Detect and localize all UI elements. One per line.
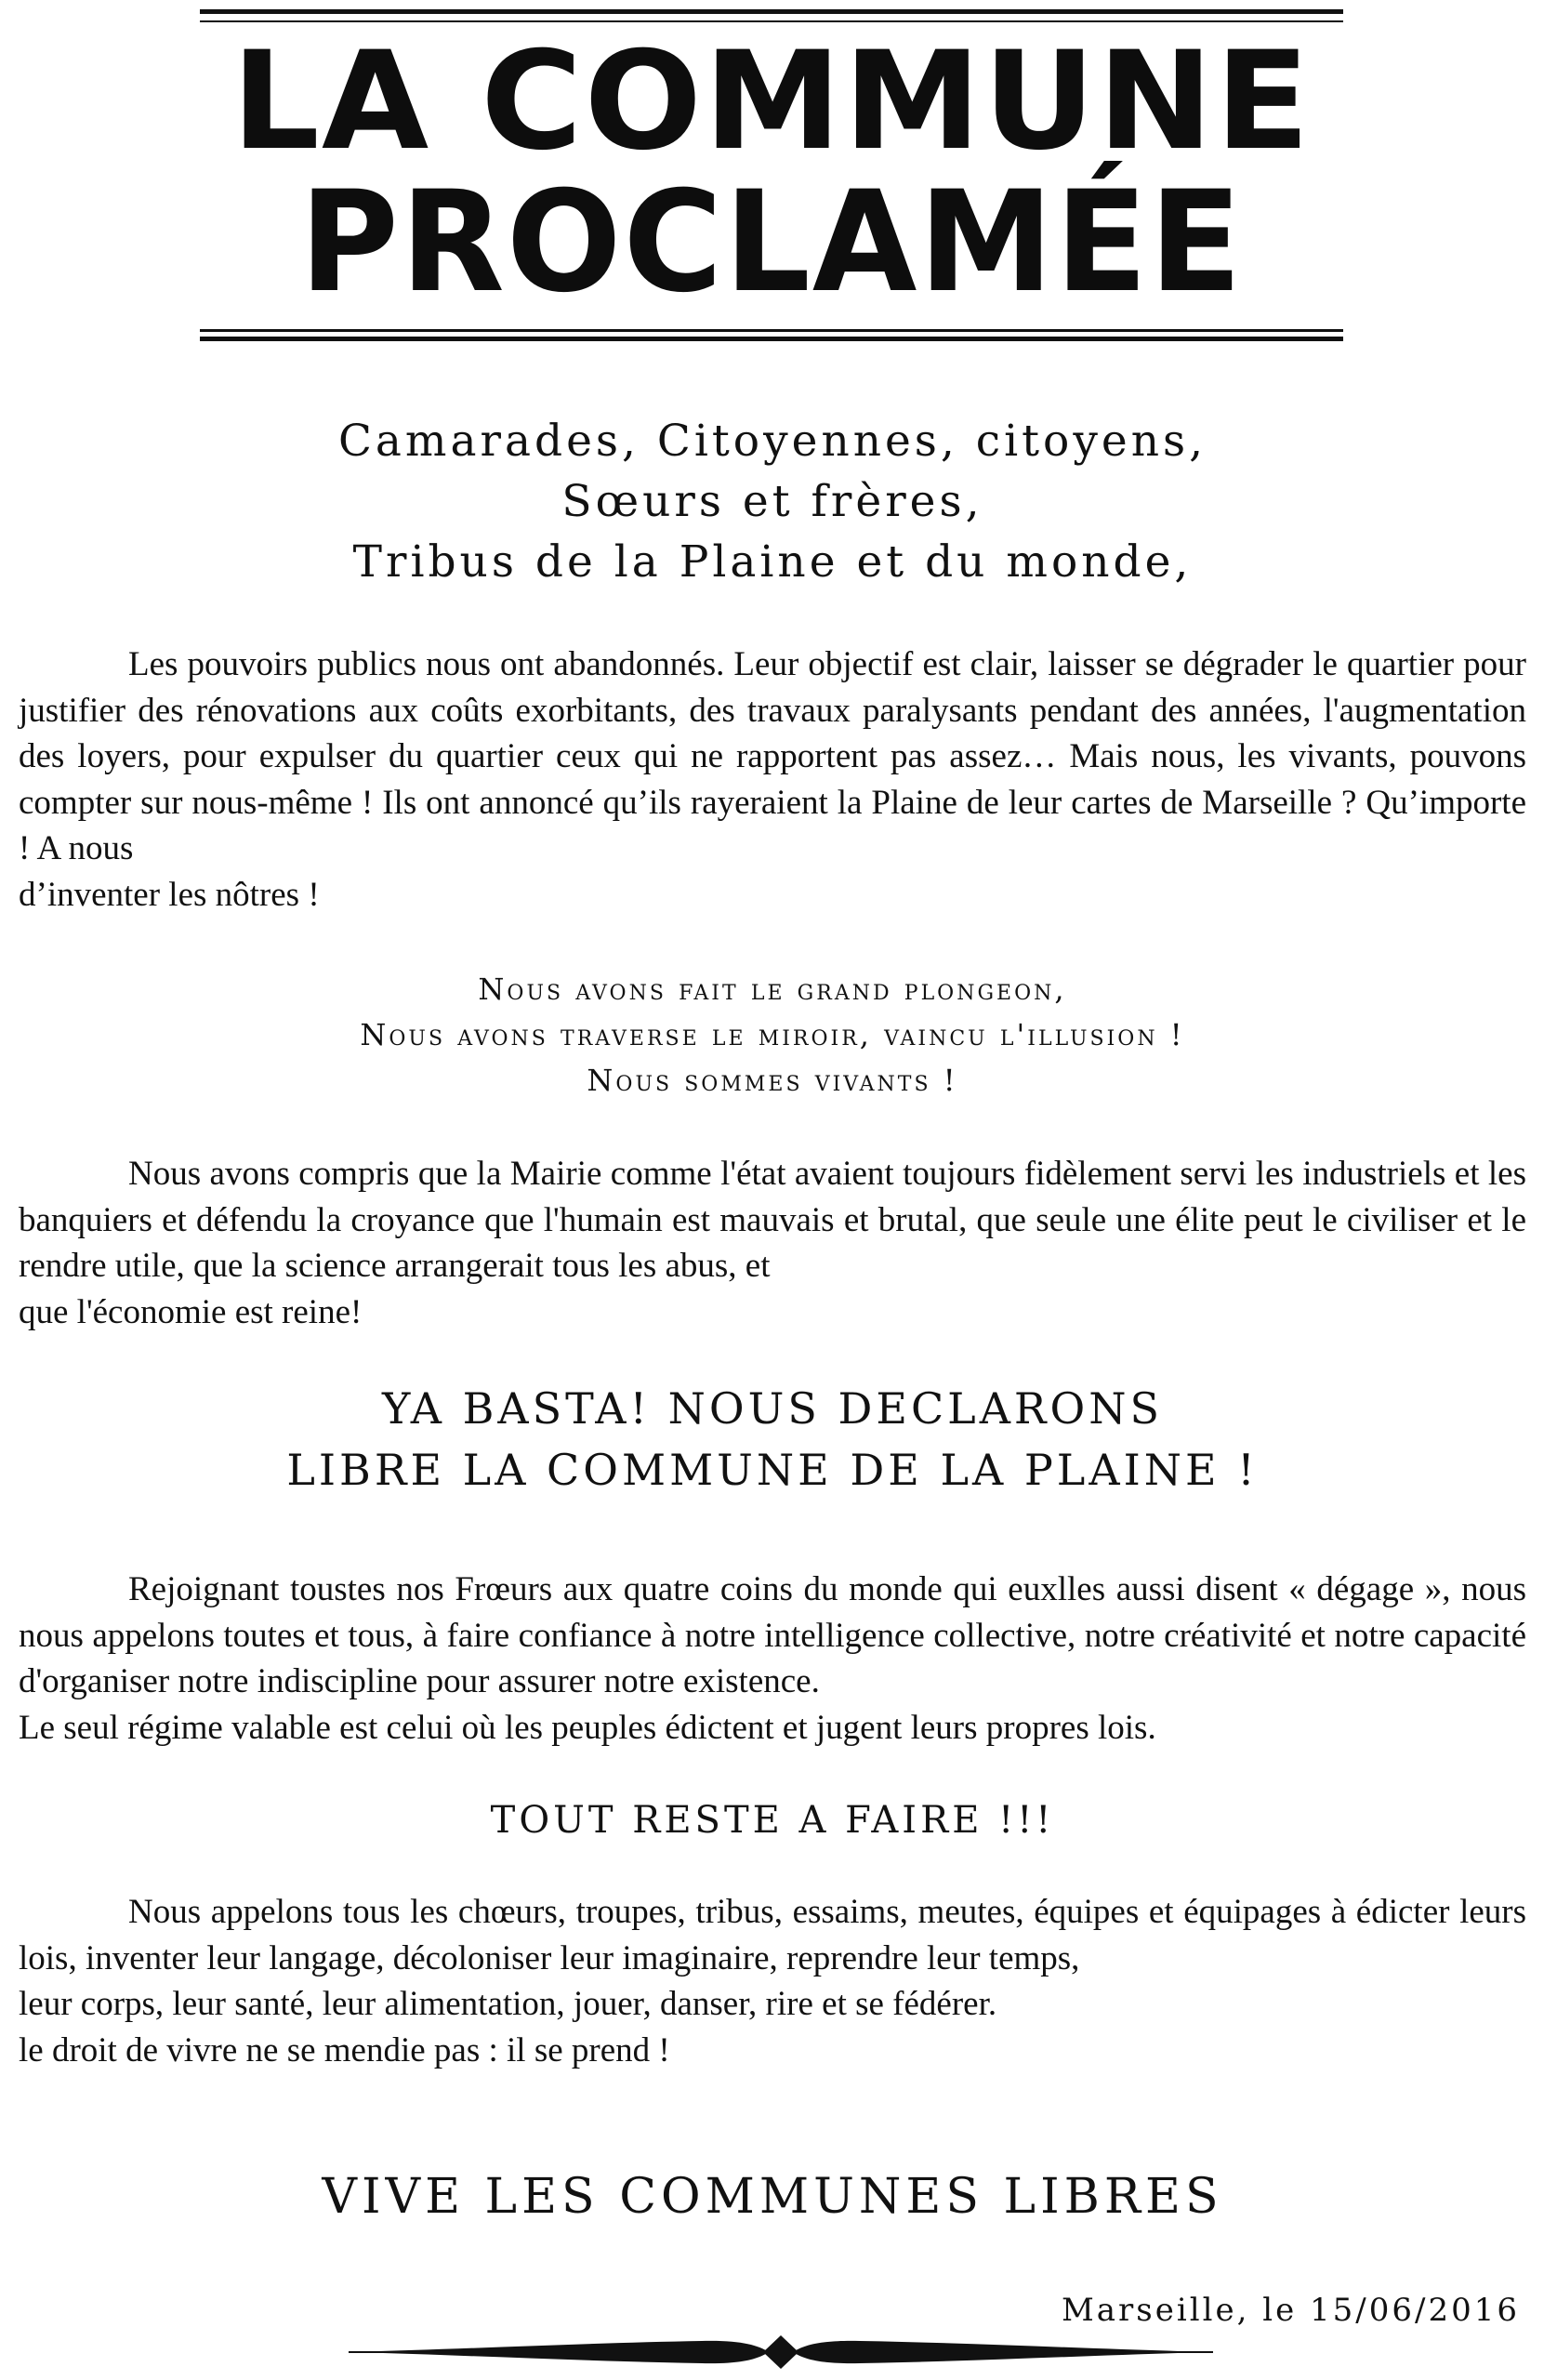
masthead-title-line-1: LA COMMUNE bbox=[231, 22, 1312, 180]
greeting-line: Sœurs et frères, bbox=[561, 476, 983, 527]
motto-line: Nous avons traverse le miroir, vaincu l'illusion ! bbox=[360, 1017, 1185, 1052]
paragraph-text: Les pouvoirs publics nous ont abandonnés. Leur objectif est clair, laisser se dégrader le quartier pour justifier des rénovations aux coûts exorbitants, des travaux paralysants pendant des années, l'augmentation des loyers, pour expulser du quartier ceux qui ne rapportent pas assez… Mais nous, les vivants, pouvons compter sur nous-même ! Ils ont annoncé qu’ils rayeraient la Plaine de leur cartes de Marseille ? Qu’importe ! A nous bbox=[19, 645, 1526, 867]
declaration-headline bbox=[19, 1378, 1526, 1501]
motto-line: Nous sommes vivants ! bbox=[587, 1063, 958, 1098]
motto bbox=[19, 967, 1526, 1104]
paragraph-text: Nous appelons tous les chœurs, troupes, tribus, essaims, meutes, équipes et équipages à édicter leurs lois, inventer leur langage, décoloniser leur imaginaire, reprendre leur temps, bbox=[19, 1893, 1526, 1977]
paragraph-understanding bbox=[19, 1151, 1526, 1335]
paragraph-intro bbox=[19, 641, 1526, 918]
paragraph-appeal bbox=[19, 1889, 1526, 2073]
headline-line: YA BASTA! NOUS DECLARONS bbox=[381, 1383, 1164, 1434]
motto-line: Nous avons fait le grand plongeon, bbox=[478, 972, 1067, 1007]
greeting-line: Camarades, Citoyennes, citoyens, bbox=[337, 416, 1207, 467]
masthead-rule bbox=[200, 329, 1343, 332]
paragraph-text: Rejoignant toustes nos Frœurs aux quatre coins du monde qui euxlles aussi disent « dégage », nous nous appelons toutes et tous, à faire confiance à notre intelligence collective, notre créativité et notre capacité d'organiser notre indiscipline pour assurer notre existence. bbox=[19, 1570, 1526, 1700]
masthead-rule bbox=[200, 337, 1343, 341]
ornament-divider-icon bbox=[349, 2332, 1213, 2373]
paragraph-last-line: que l'économie est reine! bbox=[19, 1292, 363, 1331]
paragraph-line: leur corps, leur santé, leur alimentation, jouer, danser, rire et se fédérer. bbox=[19, 1985, 997, 2023]
headline-line: LIBRE LA COMMUNE DE LA PLAINE ! bbox=[286, 1445, 1259, 1495]
paragraph-call bbox=[19, 1567, 1526, 1751]
paragraph-last-line: Le seul régime valable est celui où les peuples édictent et jugent leurs propres lois. bbox=[19, 1708, 1156, 1747]
everything-remains-headline: TOUT RESTE A FAIRE !!! bbox=[490, 1799, 1055, 1842]
paragraph-line: le droit de vivre ne se mendie pas : il se prend ! bbox=[19, 2030, 670, 2069]
masthead-rule bbox=[200, 9, 1343, 14]
masthead bbox=[200, 9, 1343, 344]
dateline: Marseille, le 15/06/2016 bbox=[1061, 2292, 1520, 2329]
masthead-title-line-2: PROCLAMÉE bbox=[299, 162, 1244, 324]
greeting bbox=[19, 411, 1526, 592]
paragraph-last-line: d’inventer les nôtres ! bbox=[19, 875, 320, 914]
paragraph-text: Nous avons compris que la Mairie comme l'état avaient toujours fidèlement servi les industriels et les banquiers et défendu la croyance que l'humain est mauvais et brutal, que seule une élite peut le civiliser et le rendre utile, que la science arrangerait tous les abus, et bbox=[19, 1155, 1526, 1285]
closing-headline: VIVE LES COMMUNES LIBRES bbox=[322, 2169, 1223, 2225]
greeting-line: Tribus de la Plaine et du monde, bbox=[352, 536, 1193, 588]
